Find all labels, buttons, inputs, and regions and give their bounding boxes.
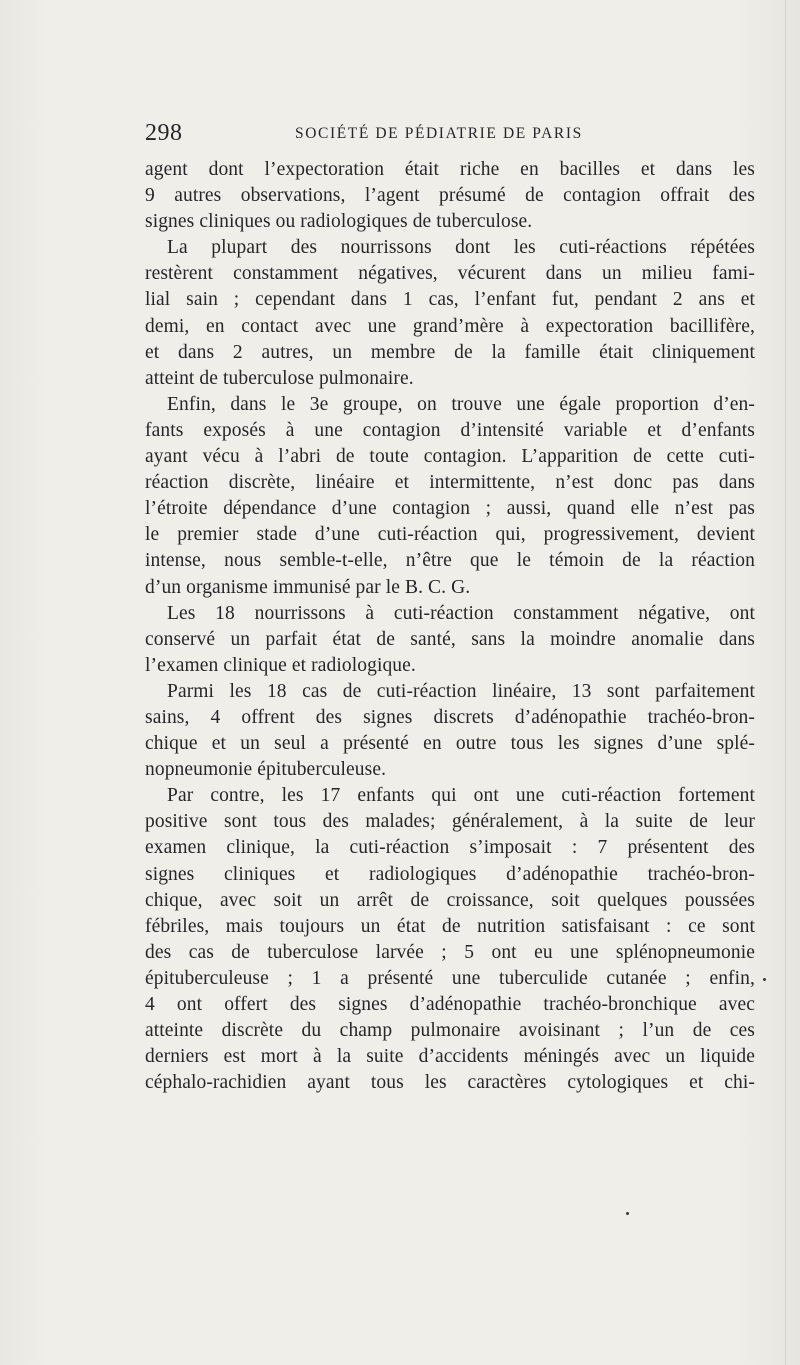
text-line: atteint de tuberculose pulmonaire. <box>145 367 414 389</box>
journal-title: SOCIÉTÉ DE PÉDIATRIE DE PARIS <box>295 125 583 142</box>
ink-speck <box>763 978 766 981</box>
ink-speck <box>626 1212 629 1215</box>
text-line: d’un organisme immunisé par le B. C. G. <box>145 576 471 598</box>
text-line: épituberculeuse ; 1 a présenté une tuberculide cutanée ; enfin, <box>145 967 755 989</box>
text-line: conservé un parfait état de santé, sans la moindre anomalie dans <box>145 628 755 650</box>
text-line: agent dont l’expectoration était riche en bacilles et dans les <box>145 159 755 180</box>
paragraph-start-line: La plupart des nourrissons dont les cuti-réactions répétées <box>167 237 755 259</box>
text-line: céphalo-rachidien ayant tous les caractères cytologiques et chi- <box>145 1072 755 1094</box>
page-edge <box>785 0 786 1365</box>
text-line: le premier stade d’une cuti-réaction qui, progressivement, devient <box>145 524 755 546</box>
text-line: chique et un seul a présenté en outre tous les signes d’une splé- <box>145 733 755 755</box>
text-line: ayant vécu à l’abri de toute contagion. L’apparition de cette cuti- <box>145 446 755 468</box>
paragraph-start-line: Enfin, dans le 3e groupe, on trouve une égale proportion d’en- <box>167 393 755 415</box>
text-line: demi, en contact avec une grand’mère à expectoration bacillifère, <box>145 315 755 337</box>
text-line: 4 ont offert des signes d’adénopathie trachéo-bronchique avec <box>145 994 755 1015</box>
text-line: chique, avec soit un arrêt de croissance, soit quelques poussées <box>145 889 755 911</box>
text-line: intense, nous semble-t-elle, n’être que le témoin de la réaction <box>145 550 755 572</box>
paragraph-start-line: Par contre, les 17 enfants qui ont une cuti-réaction fortement <box>167 785 755 807</box>
running-head <box>145 118 755 148</box>
text-line: nopneumonie épituberculeuse. <box>145 759 387 781</box>
text-line: restèrent constamment négatives, vécurent dans un milieu fami- <box>145 263 755 285</box>
text-line: l’étroite dépendance d’une contagion ; aussi, quand elle n’est pas <box>145 498 755 520</box>
text-line: sains, 4 offrent des signes discrets d’adénopathie trachéo-bron- <box>145 706 755 728</box>
text-line: signes cliniques et radiologiques d’adénopathie trachéo-bron- <box>145 863 755 885</box>
paragraph-start-line: Parmi les 18 cas de cuti-réaction linéaire, 13 sont parfaitement <box>167 680 755 702</box>
page-number: 298 <box>145 120 183 146</box>
text-line: derniers est mort à la suite d’accidents méningés avec un liquide <box>145 1046 755 1068</box>
text-line: l’examen clinique et radiologique. <box>145 654 416 676</box>
text-line: fants exposés à une contagion d’intensité variable et d’enfants <box>145 419 755 441</box>
paragraph-start-line: Les 18 nourrissons à cuti-réaction constamment négative, ont <box>167 602 755 624</box>
text-line: 9 autres observations, l’agent présumé de contagion offrait des <box>145 185 755 207</box>
text-line: réaction discrète, linéaire et intermittente, n’est donc pas dans <box>145 472 755 494</box>
text-line: et dans 2 autres, un membre de la famille était cliniquement <box>145 341 755 363</box>
text-line: des cas de tuberculose larvée ; 5 ont eu une splénopneumonie <box>145 941 755 963</box>
text-line: signes cliniques ou radiologiques de tuberculose. <box>145 211 533 233</box>
text-line: examen clinique, la cuti-réaction s’imposait : 7 présentent des <box>145 837 755 859</box>
text-line: fébriles, mais toujours un état de nutrition satisfaisant : ce sont <box>145 915 755 937</box>
text-line: positive sont tous des malades; généralement, à la suite de leur <box>145 811 755 833</box>
text-line: lial sain ; cependant dans 1 cas, l’enfant fut, pendant 2 ans et <box>145 289 755 311</box>
body-text <box>145 157 755 1096</box>
text-line: atteinte discrète du champ pulmonaire avoisinant ; l’un de ces <box>145 1020 755 1042</box>
